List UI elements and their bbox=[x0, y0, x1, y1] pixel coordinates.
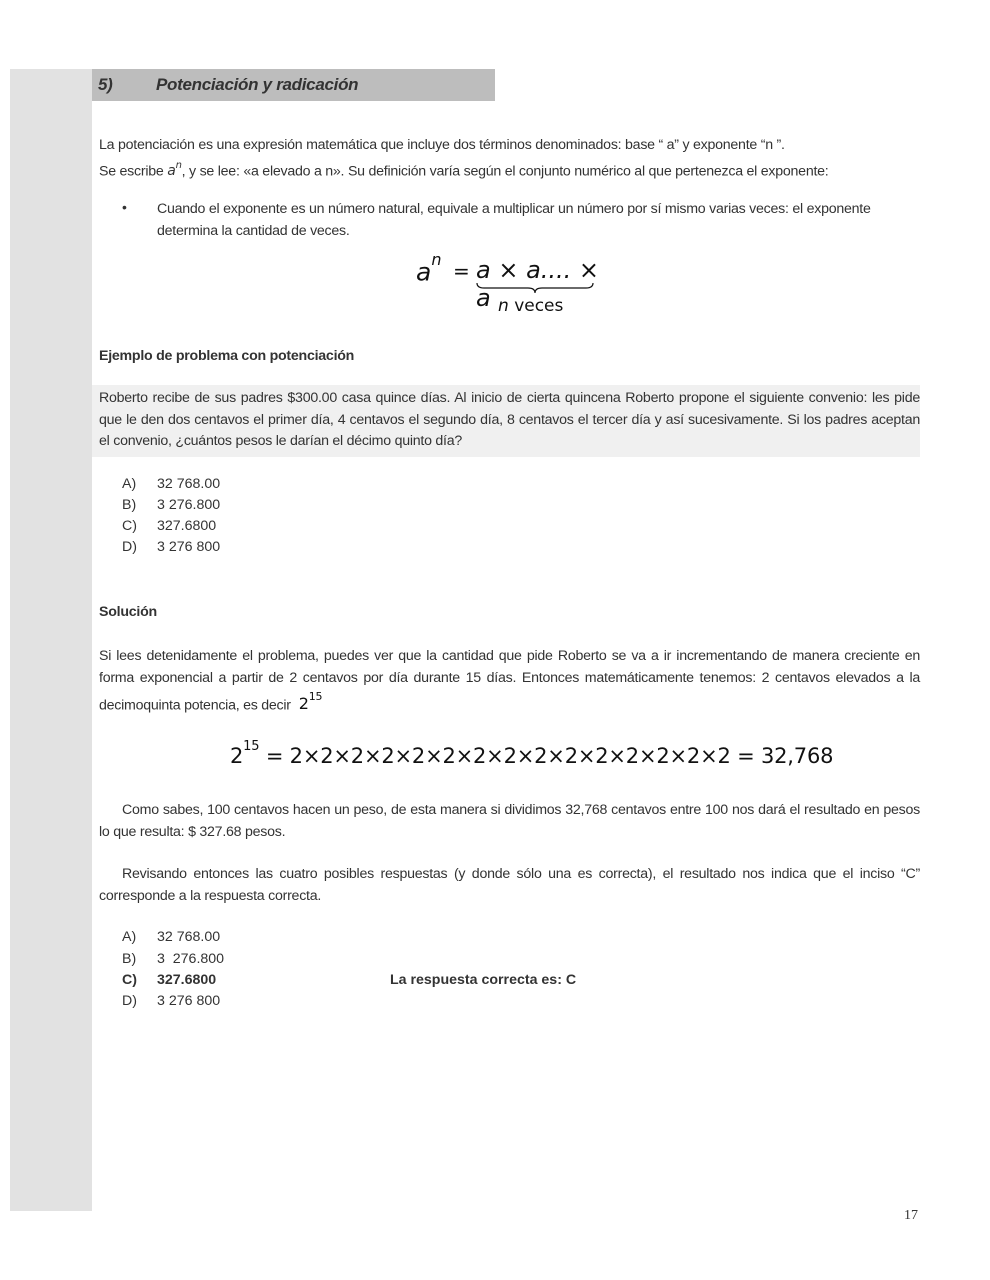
solution-text: Si lees detenidamente el problema, puedes ver que la cantidad que pide Roberto se va a ir incrementando de manera creciente en forma exponencial a partir de 2 centavos por día durante 15 días. Entonces matemáticamente tenemos: 2 centavos elevados a la decimoquinta potencia, es decir bbox=[99, 648, 920, 714]
page-sidebar-band bbox=[10, 69, 92, 1211]
option-value-b: 3 276.800 bbox=[157, 497, 221, 513]
equation-rhs: = 2×2×2×2×2×2×2×2×2×2×2×2×2×2×2 = 32,768 bbox=[265, 744, 834, 768]
equation-base: 2 bbox=[230, 744, 244, 768]
example-title: Ejemplo de problema con potenciación bbox=[99, 348, 355, 364]
formula-equals: = bbox=[453, 259, 470, 283]
solution-option-value-d: 3 276 800 bbox=[157, 993, 221, 1009]
solution-option-value-a: 32 768.00 bbox=[157, 929, 221, 945]
formula-expansion: a × a.... × a bbox=[476, 256, 600, 312]
option-value-d: 3 276 800 bbox=[157, 539, 221, 555]
solution-title: Solución bbox=[99, 604, 157, 620]
formula-base: a bbox=[416, 257, 432, 287]
bullet-text: Cuando el exponente es un número natural, equivale a multiplicar un número por sí mismo varias veces: el exponente determina la cantidad de veces. bbox=[157, 201, 871, 239]
solution-option-letter-d: D) bbox=[122, 993, 137, 1009]
correct-answer-statement: La respuesta correcta es: C bbox=[390, 972, 577, 988]
inline-power-notation bbox=[167, 159, 182, 180]
option-letter-c: C) bbox=[122, 518, 137, 534]
underbrace-text: veces bbox=[514, 296, 564, 316]
solution-option-value-c: 327.6800 bbox=[157, 972, 217, 988]
explanation-paragraph-1: Como sabes, 100 centavos hacen un peso, de esta manera si dividimos 32,768 centavos entre 100 nos dará el resultado en pesos lo que resulta: $ 327.68 pesos. bbox=[99, 802, 920, 840]
solution-option-value-b: 3 276.800 bbox=[157, 951, 225, 967]
option-letter-b: B) bbox=[122, 497, 137, 513]
section-header bbox=[92, 69, 495, 101]
underbrace-label bbox=[498, 296, 563, 316]
option-value-a: 32 768.00 bbox=[157, 476, 221, 492]
intro-line-1: La potenciación es una expresión matemática que incluye dos términos denominados: base “ a” y exponente “n ”. bbox=[99, 137, 785, 153]
problem-statement: Roberto recibe de sus padres $300.00 casa quince días. Al inicio de cierta quincena Roberto propone el siguiente convenio: les pide que le den dos centavos el primer día, 4 centavos el segundo día, 8 centavos el tercer día y así sucesivamente. Si los padres aceptan el convenio, ¿cuántos pesos le darían el décimo quinto día? bbox=[99, 390, 920, 449]
option-value-c: 327.6800 bbox=[157, 518, 217, 534]
inline-power-exp-15: 15 bbox=[308, 690, 323, 703]
solution-option-letter-c: C) bbox=[122, 972, 137, 988]
solution-option-letter-a: A) bbox=[122, 929, 137, 945]
inline-power-exponent: n bbox=[175, 159, 182, 171]
page-number: 17 bbox=[904, 1208, 918, 1223]
option-letter-a: A) bbox=[122, 476, 137, 492]
intro-line-2-start: Se escribe bbox=[99, 163, 164, 180]
intro-line-2-end: , y se lee: «a elevado a n». Su definición varía según el conjunto numérico al que pertenezca el exponente: bbox=[181, 163, 829, 180]
solution-paragraph bbox=[99, 646, 920, 717]
bullet-icon: • bbox=[122, 199, 127, 215]
underbrace-n: n bbox=[498, 296, 509, 316]
option-letter-d: D) bbox=[122, 539, 137, 555]
intro-paragraph bbox=[99, 135, 920, 183]
inline-power-2-15 bbox=[298, 690, 323, 714]
equation-exponent: 15 bbox=[243, 739, 260, 754]
formula-exponent: n bbox=[431, 250, 442, 269]
expansion-equation bbox=[230, 739, 834, 768]
section-number: 5) bbox=[98, 75, 113, 94]
solution-option-letter-b: B) bbox=[122, 951, 137, 967]
inline-power-base-2: 2 bbox=[298, 694, 309, 714]
section-title: Potenciación y radicación bbox=[156, 75, 359, 94]
formula-lhs bbox=[416, 250, 442, 287]
inline-power-base: a bbox=[167, 163, 176, 180]
power-definition-formula bbox=[416, 252, 616, 322]
underbrace-icon bbox=[476, 282, 594, 294]
explanation-paragraph-2: Revisando entonces las cuatro posibles respuestas (y donde sólo una es correcta), el resultado nos indica que el inciso “C” corresponde a la respuesta correcta. bbox=[99, 866, 920, 904]
